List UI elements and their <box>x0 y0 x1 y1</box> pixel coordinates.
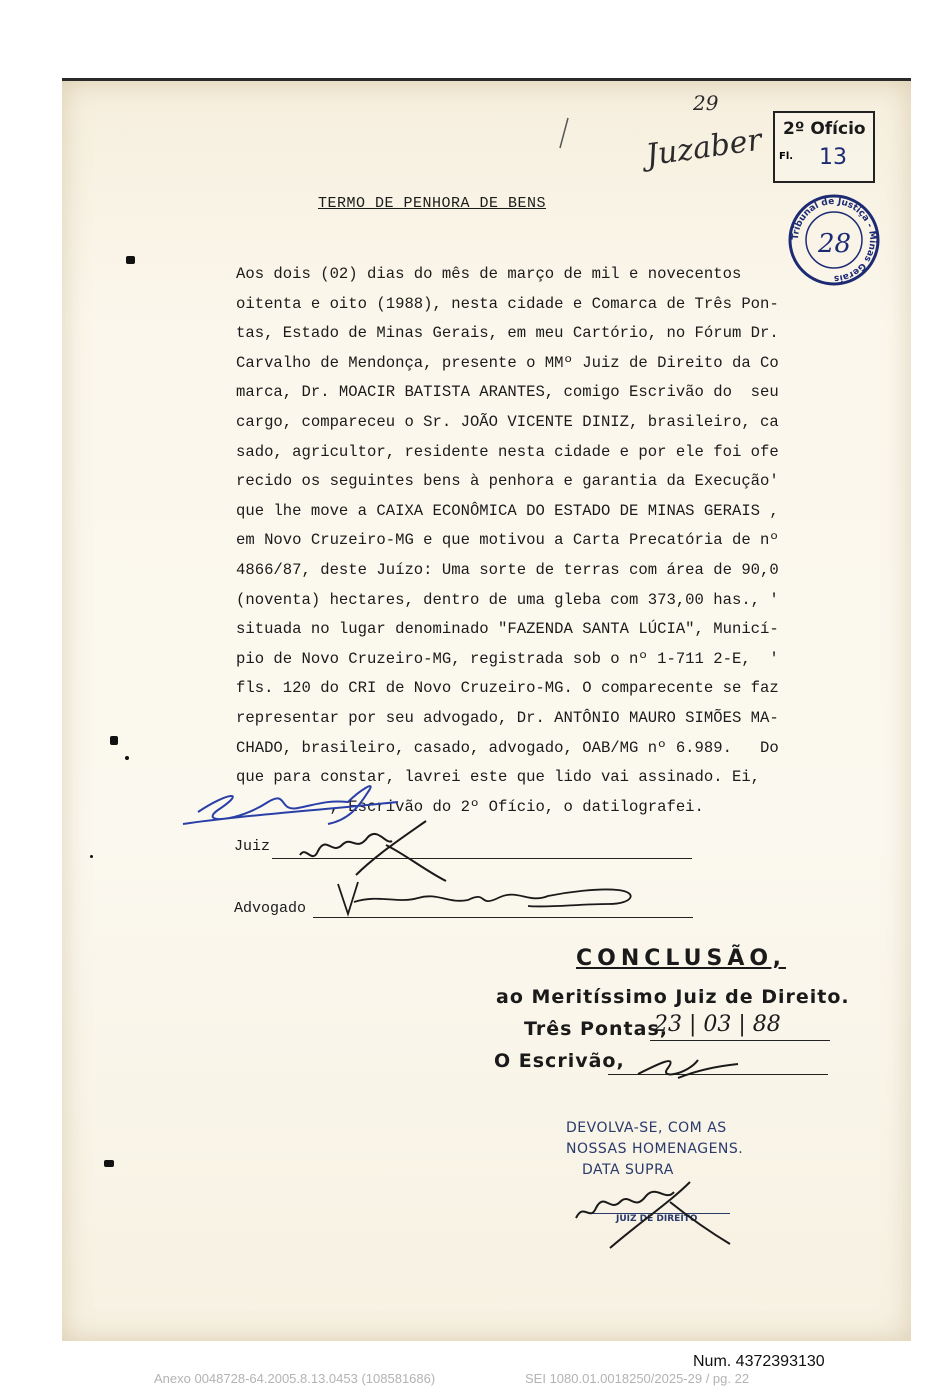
margin-mark <box>90 855 93 858</box>
office-stamp-fl-label: Fl. <box>779 151 794 162</box>
body-line: Aos dois (02) dias do mês de março de mil e novecentos <box>236 265 742 283</box>
svg-text:Tribunal de Justiça - Minas Ge: Tribunal de Justiça - Minas Gerais <box>790 196 878 284</box>
body-line: que para constar, lavrei este que lido vai assinado. Ei, <box>236 768 761 787</box>
body-line: pio de Novo Cruzeiro-MG, registrada sob o nº 1-711 2-E, ' <box>236 649 779 668</box>
body-line: tas, Estado de Minas Gerais, em meu Cartório, no Fórum Dr. <box>236 324 779 343</box>
devolva-line3: DATA SUPRA <box>582 1162 674 1178</box>
document-body <box>236 260 826 822</box>
body-line: oitenta e oito (1988), nesta cidade e Comarca de Três Pon- <box>236 294 779 313</box>
devolva-line1: DEVOLVA-SE, COM AS <box>566 1120 727 1136</box>
conclusao-place-label: Três Pontas, <box>524 1018 668 1040</box>
body-line: em Novo Cruzeiro-MG e que motivou a Carta Precatória de nº <box>236 531 779 550</box>
office-stamp-title: 2º Ofício <box>783 119 866 139</box>
body-line: que lhe move a CAIXA ECONÔMICA DO ESTADO DE MINAS GERAIS , <box>236 501 779 520</box>
svg-text:29: 29 <box>693 91 719 115</box>
conclusao-escrivao-label: O Escrivão, <box>494 1050 625 1072</box>
office-stamp <box>773 111 875 183</box>
svg-text:Juzaber: Juzaber <box>643 122 764 174</box>
office-stamp-folio: 13 <box>819 145 847 170</box>
seal-number: 28 <box>818 229 852 259</box>
devolva-line2: NOSSAS HOMENAGENS. <box>566 1141 744 1157</box>
body-line: CHADO, brasileiro, casado, advogado, OAB/MG nº 6.989. Do <box>236 738 779 757</box>
footer-sei: SEI 1080.01.0018250/2025-29 / pg. 22 <box>525 1371 750 1386</box>
body-line: Carvalho de Mendonça, presente o MMº Juiz de Direito da Co <box>236 353 779 372</box>
conclusao-date-line <box>650 1040 830 1041</box>
body-line: sado, agricultor, residente nesta cidade e por ele foi ofe <box>236 442 779 461</box>
devolva-footer: JUIZ DE DIREITO <box>616 1214 698 1224</box>
margin-mark <box>126 256 135 264</box>
advogado-signature <box>318 874 648 924</box>
footer-document-number: Num. 4372393130 <box>693 1353 825 1370</box>
body-line: cargo, compareceu o Sr. JOÃO VICENTE DINIZ, brasileiro, ca <box>236 412 779 431</box>
footer-anexo: Anexo 0048728-64.2005.8.13.0453 (108581686) <box>154 1371 436 1386</box>
margin-mark <box>104 1160 114 1167</box>
conclusao-escrivao-signature <box>628 1044 748 1084</box>
conclusao-title: CONCLUSÃO, <box>576 946 786 971</box>
body-line: fls. 120 do CRI de Novo Cruzeiro-MG. O comparecente se faz <box>236 679 779 698</box>
judge-signature <box>570 1172 750 1252</box>
juiz-label: Juiz <box>234 838 271 855</box>
body-line: (noventa) hectares, dentro de uma gleba com 373,00 has., ' <box>236 590 779 609</box>
body-line: , Escrivão do 2º Ofício, o datilografei. <box>236 797 704 816</box>
body-line: situada no lugar denominado "FAZENDA SANTA LÚCIA", Municí- <box>236 620 779 639</box>
body-line: representar por seu advogado, Dr. ANTÔNIO MAURO SIMÕES MA- <box>236 708 779 727</box>
body-line: 4866/87, deste Juízo: Uma sorte de terras com área de 90,0 <box>236 560 779 579</box>
document-title: TERMO DE PENHORA DE BENS <box>318 195 547 212</box>
conclusao-date: 23 | 03 | 88 <box>654 1012 781 1037</box>
margin-mark <box>125 756 129 760</box>
body-line: recido os seguintes bens à penhora e garantia da Execução' <box>236 472 779 491</box>
advogado-label: Advogado <box>234 900 307 917</box>
margin-mark <box>110 736 118 745</box>
body-line: marca, Dr. MOACIR BATISTA ARANTES, comigo Escrivão do seu <box>236 383 779 402</box>
conclusao-line1: ao Meritíssimo Juiz de Direito. <box>496 986 850 1008</box>
